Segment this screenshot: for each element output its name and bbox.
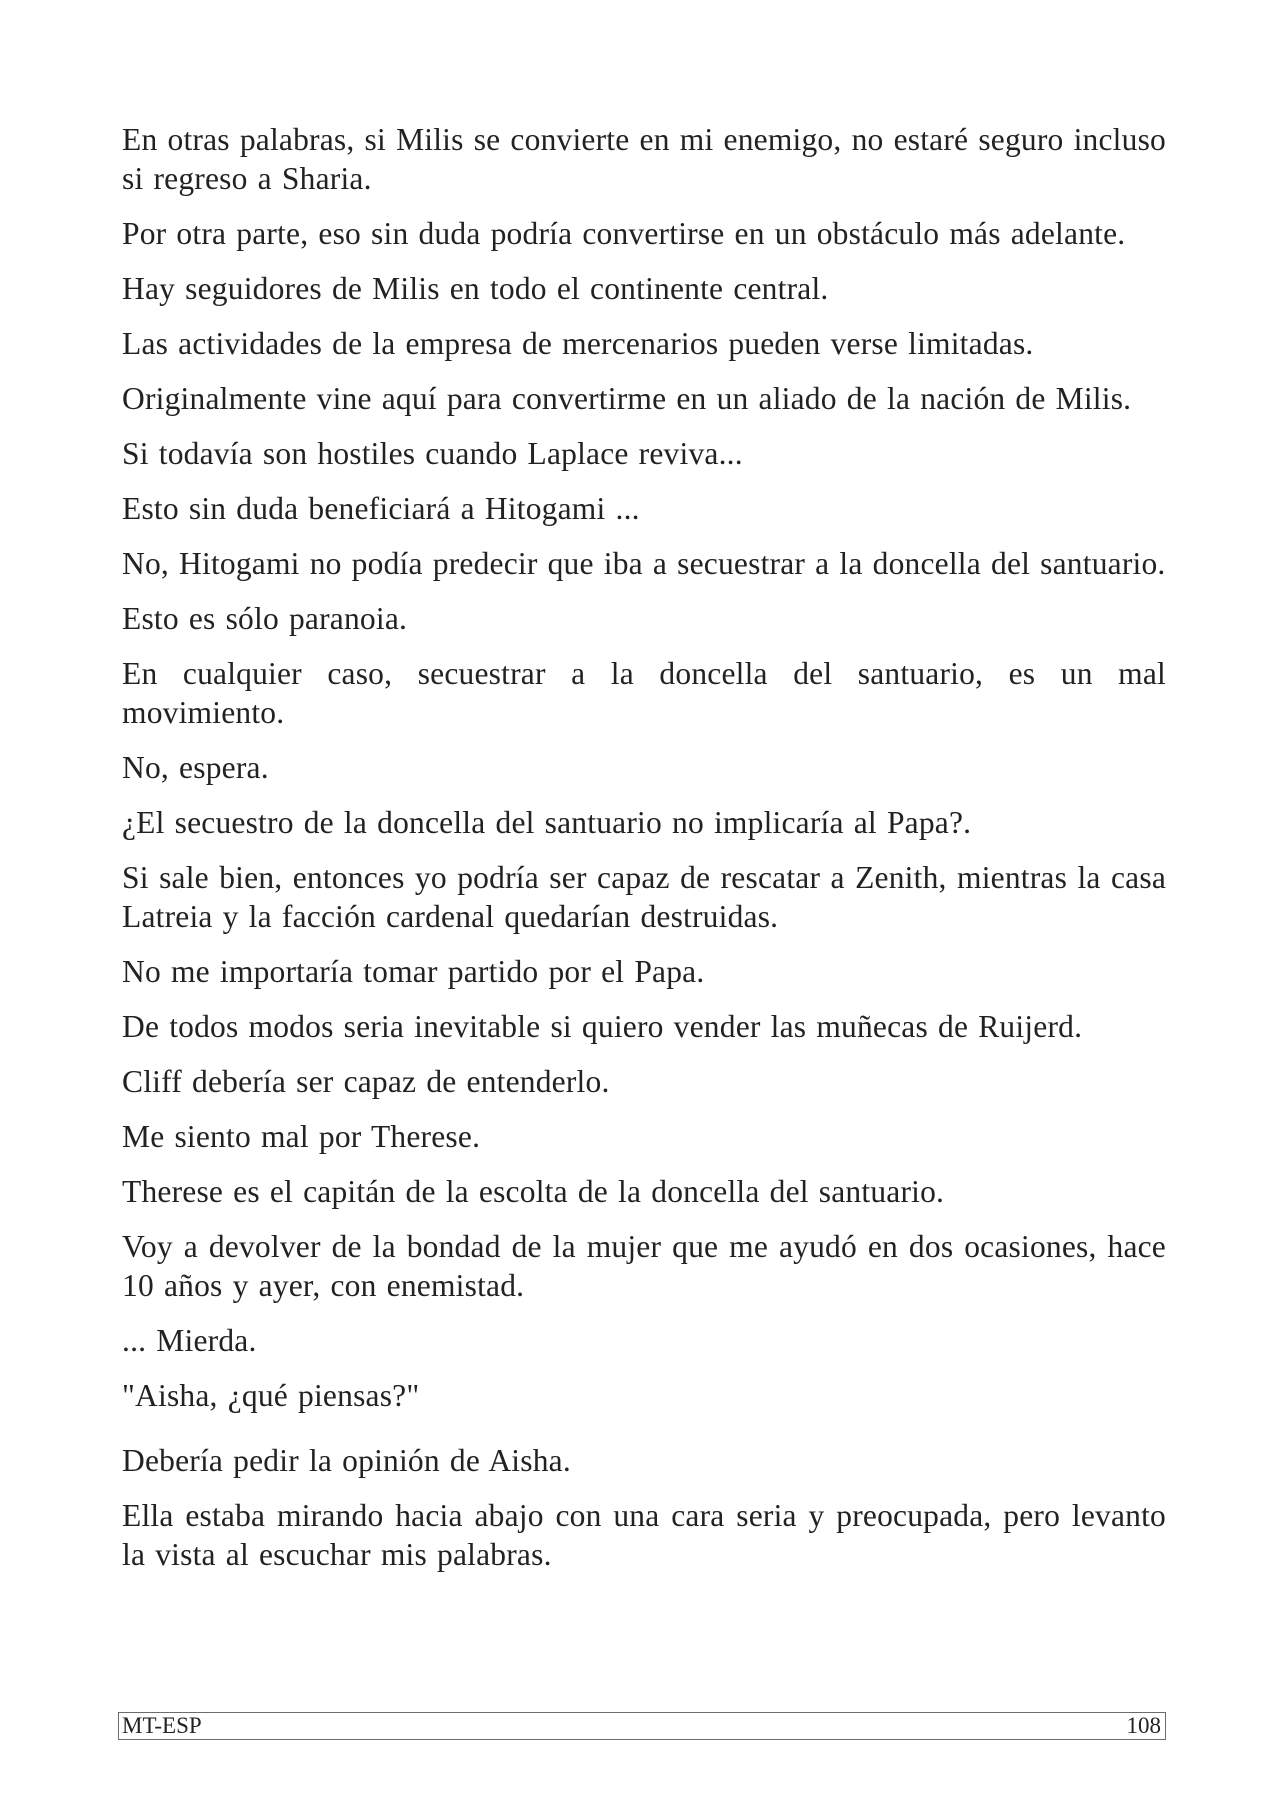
paragraph: Debería pedir la opinión de Aisha. — [122, 1443, 571, 1478]
dialogue-line: "Aisha, ¿qué piensas?" — [122, 1378, 420, 1413]
paragraph: Voy a devolver de la bondad de la mujer que me ayudó en dos ocasiones, hace 10 años y ayer, con enemistad. — [122, 1229, 1166, 1303]
paragraph: No, Hitogami no podía predecir que iba a secuestrar a la doncella del santuario. — [122, 546, 1166, 581]
paragraph: Me siento mal por Therese. — [122, 1119, 481, 1154]
paragraph: No me importaría tomar partido por el Papa. — [122, 954, 705, 989]
paragraph: ¿El secuestro de la doncella del santuario no implicaría al Papa?. — [122, 805, 972, 840]
body-text — [122, 120, 1166, 1590]
paragraph: En cualquier caso, secuestrar a la doncella del santuario, es un mal movimiento. — [122, 656, 1166, 730]
footer-label: MT-ESP — [122, 1713, 202, 1738]
page-footer — [118, 1712, 1166, 1740]
paragraph: Hay seguidores de Milis en todo el continente central. — [122, 271, 829, 306]
paragraph: Por otra parte, eso sin duda podría convertirse en un obstáculo más adelante. — [122, 216, 1126, 251]
paragraph: Cliff debería ser capaz de entenderlo. — [122, 1064, 610, 1099]
paragraph: Originalmente vine aquí para convertirme en un aliado de la nación de Milis. — [122, 381, 1132, 416]
paragraph: Esto sin duda beneficiará a Hitogami ... — [122, 491, 640, 526]
paragraph: Esto es sólo paranoia. — [122, 601, 408, 636]
paragraph: Ella estaba mirando hacia abajo con una cara seria y preocupada, pero levanto la vista al escuchar mis palabras. — [122, 1498, 1166, 1572]
paragraph: Si sale bien, entonces yo podría ser capaz de rescatar a Zenith, mientras la casa Latreia y la facción cardenal quedarían destruidas. — [122, 860, 1166, 934]
paragraph: Las actividades de la empresa de mercenarios pueden verse limitadas. — [122, 326, 1034, 361]
paragraph: De todos modos seria inevitable si quiero vender las muñecas de Ruijerd. — [122, 1009, 1083, 1044]
paragraph: ... Mierda. — [122, 1323, 257, 1358]
paragraph: Si todavía son hostiles cuando Laplace reviva... — [122, 436, 743, 471]
paragraph: No, espera. — [122, 750, 269, 785]
paragraph: Therese es el capitán de la escolta de la doncella del santuario. — [122, 1174, 945, 1209]
paragraph: En otras palabras, si Milis se convierte en mi enemigo, no estaré seguro incluso si regreso a Sharia. — [122, 122, 1166, 196]
page-number: 108 — [1126, 1713, 1161, 1738]
